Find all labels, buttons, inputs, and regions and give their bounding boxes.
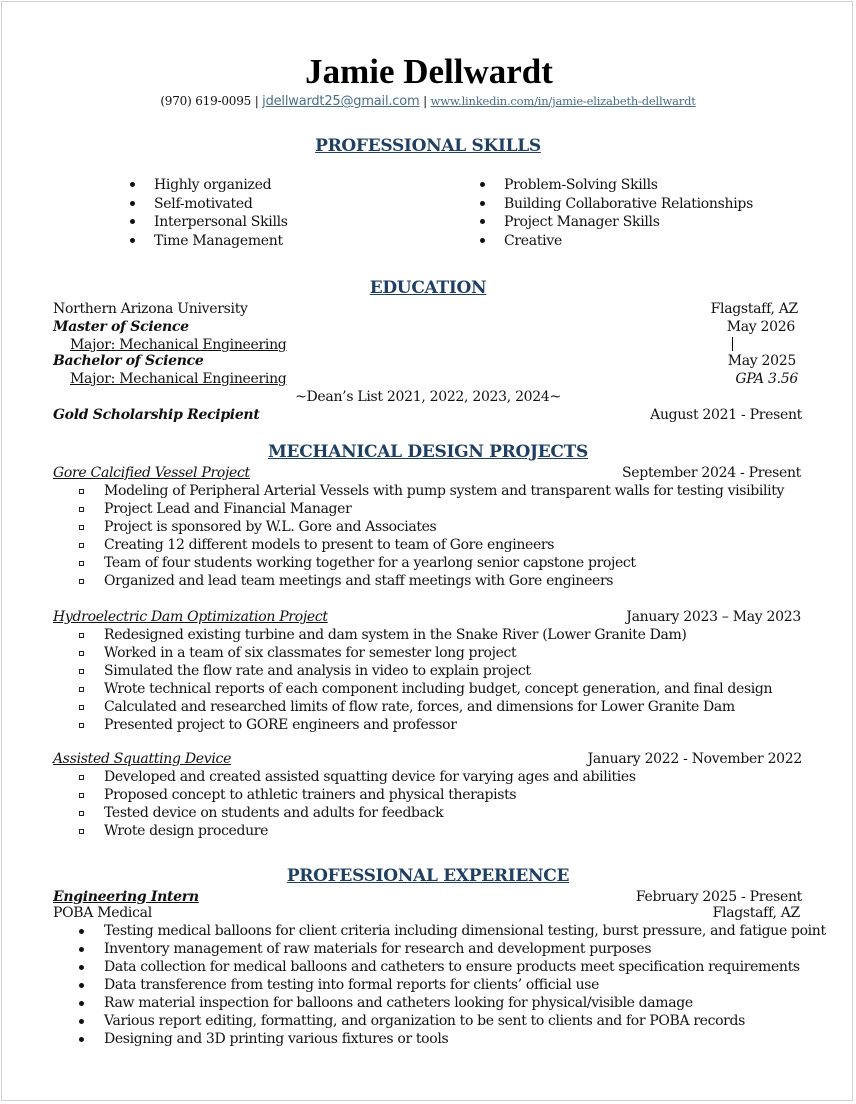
education-degree-row — [53, 352, 803, 370]
list-item: Simulated the flow rate and analysis in video to explain project — [53, 662, 803, 680]
project-date: September 2024 - Present — [622, 465, 801, 481]
school-location: Flagstaff, AZ — [710, 301, 798, 317]
linkedin-link[interactable]: www.linkedin.com/in/jamie-elizabeth-dellwardt — [430, 94, 696, 108]
major-text: Major: Mechanical Engineering — [70, 337, 287, 353]
project-header — [53, 750, 803, 768]
list-item: Various report editing, formatting, and organization to be sent to clients and for POBA records — [53, 1012, 803, 1030]
project-bullets — [53, 482, 803, 590]
list-item: Redesigned existing turbine and dam system in the Snake River (Lower Granite Dam) — [53, 626, 803, 644]
bullet-icon — [480, 238, 485, 243]
separator: | — [419, 94, 431, 108]
project-name: Hydroelectric Dam Optimization Project — [53, 609, 328, 625]
square-bullet-icon — [79, 723, 84, 728]
list-item: Project is sponsored by W.L. Gore and Associates — [53, 518, 803, 536]
project-name: Assisted Squatting Device — [53, 751, 232, 767]
square-bullet-icon — [79, 669, 84, 674]
bullet-icon — [130, 201, 135, 206]
square-bullet-icon — [79, 507, 84, 512]
skill-item: Highly organized — [154, 176, 288, 195]
list-item: Data transference from testing into formal reports for clients’ official use — [53, 976, 803, 994]
list-item: Wrote design procedure — [53, 822, 803, 840]
education-heading: EDUCATION — [369, 278, 487, 298]
project-bullets — [53, 626, 803, 734]
bullet-icon — [79, 1019, 84, 1024]
square-bullet-icon — [79, 793, 84, 798]
skills-heading: PROFESSIONAL SKILLS — [315, 136, 541, 156]
list-item: Project Lead and Financial Manager — [53, 500, 803, 518]
bullet-icon — [79, 1001, 84, 1006]
company-location: Flagstaff, AZ — [712, 905, 800, 921]
experience-heading: PROFESSIONAL EXPERIENCE — [286, 866, 570, 886]
list-item: Organized and lead team meetings and staff meetings with Gore engineers — [53, 572, 803, 590]
square-bullet-icon — [79, 543, 84, 548]
school-name: Northern Arizona University — [53, 301, 248, 317]
experience-bullets — [53, 922, 826, 1048]
bullet-icon — [130, 238, 135, 243]
scholarship-row — [53, 406, 803, 424]
separator: | — [251, 94, 263, 108]
bullet-icon — [480, 219, 485, 224]
contact-line — [53, 94, 803, 109]
bullet-icon — [79, 983, 84, 988]
list-item: Data collection for medical balloons and catheters to ensure products meet specification requirements — [53, 958, 803, 976]
email-link[interactable]: jdellwardt25@gmail.com — [262, 94, 420, 109]
list-item: Worked in a team of six classmates for semester long project — [53, 644, 803, 662]
bullet-icon — [79, 965, 84, 970]
square-bullet-icon — [79, 687, 84, 692]
skill-item: Project Manager Skills — [504, 213, 753, 232]
project-date: January 2022 - November 2022 — [587, 751, 802, 767]
text-cursor — [732, 337, 733, 351]
major-text: Major: Mechanical Engineering — [70, 371, 287, 387]
list-item: Inventory management of raw materials for research and development purposes — [53, 940, 803, 958]
square-bullet-icon — [79, 579, 84, 584]
square-bullet-icon — [79, 489, 84, 494]
degree-title: Bachelor of Science — [53, 353, 204, 369]
list-item: Creating 12 different models to present to team of Gore engineers — [53, 536, 803, 554]
project-header — [53, 608, 803, 626]
list-item: Raw material inspection for balloons and catheters looking for physical/visible damage — [53, 994, 803, 1012]
resume-name: Jamie Dellwardt — [305, 52, 553, 91]
bullet-icon — [130, 182, 135, 187]
list-item: Modeling of Peripheral Arterial Vessels with pump system and transparent walls for testing visibility — [53, 482, 803, 500]
list-item: Proposed concept to athletic trainers and physical therapists — [53, 786, 803, 804]
skill-item: Creative — [504, 232, 753, 251]
bullet-icon — [130, 219, 135, 224]
list-item: Team of four students working together for a yearlong senior capstone project — [53, 554, 803, 572]
job-date: February 2025 - Present — [635, 889, 802, 905]
company-name: POBA Medical — [53, 905, 152, 921]
gpa-text: GPA 3.56 — [735, 371, 798, 387]
education-major-row — [53, 370, 803, 388]
scholarship-date: August 2021 - Present — [650, 407, 802, 423]
job-title: Engineering Intern — [53, 889, 199, 905]
document-page — [1, 1, 853, 1101]
square-bullet-icon — [79, 561, 84, 566]
bullet-icon — [79, 947, 84, 952]
skills-left-column — [154, 176, 288, 250]
project-bullets — [53, 768, 803, 840]
skills-right-column — [504, 176, 753, 250]
skill-item: Self-motivated — [154, 195, 288, 214]
list-item: Wrote technical reports of each component including budget, concept generation, and final design — [53, 680, 803, 698]
square-bullet-icon — [79, 829, 84, 834]
list-item: Tested device on students and adults for feedback — [53, 804, 803, 822]
square-bullet-icon — [79, 775, 84, 780]
degree-title: Master of Science — [53, 319, 189, 335]
list-item: Presented project to GORE engineers and professor — [53, 716, 803, 734]
deans-list: ~Dean’s List 2021, 2022, 2023, 2024~ — [295, 389, 561, 405]
skill-item: Time Management — [154, 232, 288, 251]
degree-date: May 2026 — [726, 319, 795, 335]
education-degree-row — [53, 318, 803, 336]
project-date: January 2023 – May 2023 — [626, 609, 801, 625]
degree-date: May 2025 — [727, 353, 796, 369]
square-bullet-icon — [79, 525, 84, 530]
bullet-icon — [480, 201, 485, 206]
list-item: Designing and 3D printing various fixtures or tools — [53, 1030, 803, 1048]
skill-item: Building Collaborative Relationships — [504, 195, 753, 214]
bullet-icon — [79, 929, 84, 934]
project-header — [53, 464, 803, 482]
square-bullet-icon — [79, 705, 84, 710]
square-bullet-icon — [79, 811, 84, 816]
bullet-icon — [480, 182, 485, 187]
phone-number: (970) 619-0095 — [160, 94, 252, 108]
bullet-icon — [79, 1037, 84, 1042]
skill-item: Problem-Solving Skills — [504, 176, 753, 195]
project-name: Gore Calcified Vessel Project — [53, 465, 250, 481]
list-item: Developed and created assisted squatting device for varying ages and abilities — [53, 768, 803, 786]
list-item: Calculated and researched limits of flow rate, forces, and dimensions for Lower Granite Dam — [53, 698, 803, 716]
square-bullet-icon — [79, 633, 84, 638]
skill-item: Interpersonal Skills — [154, 213, 288, 232]
education-school-row — [53, 300, 803, 318]
list-item: Testing medical balloons for client criteria including dimensional testing, burst pressure, and fatigue point — [53, 922, 803, 940]
experience-company-row — [53, 904, 803, 922]
square-bullet-icon — [79, 651, 84, 656]
projects-heading: MECHANICAL DESIGN PROJECTS — [268, 442, 588, 462]
scholarship-title: Gold Scholarship Recipient — [53, 407, 260, 423]
